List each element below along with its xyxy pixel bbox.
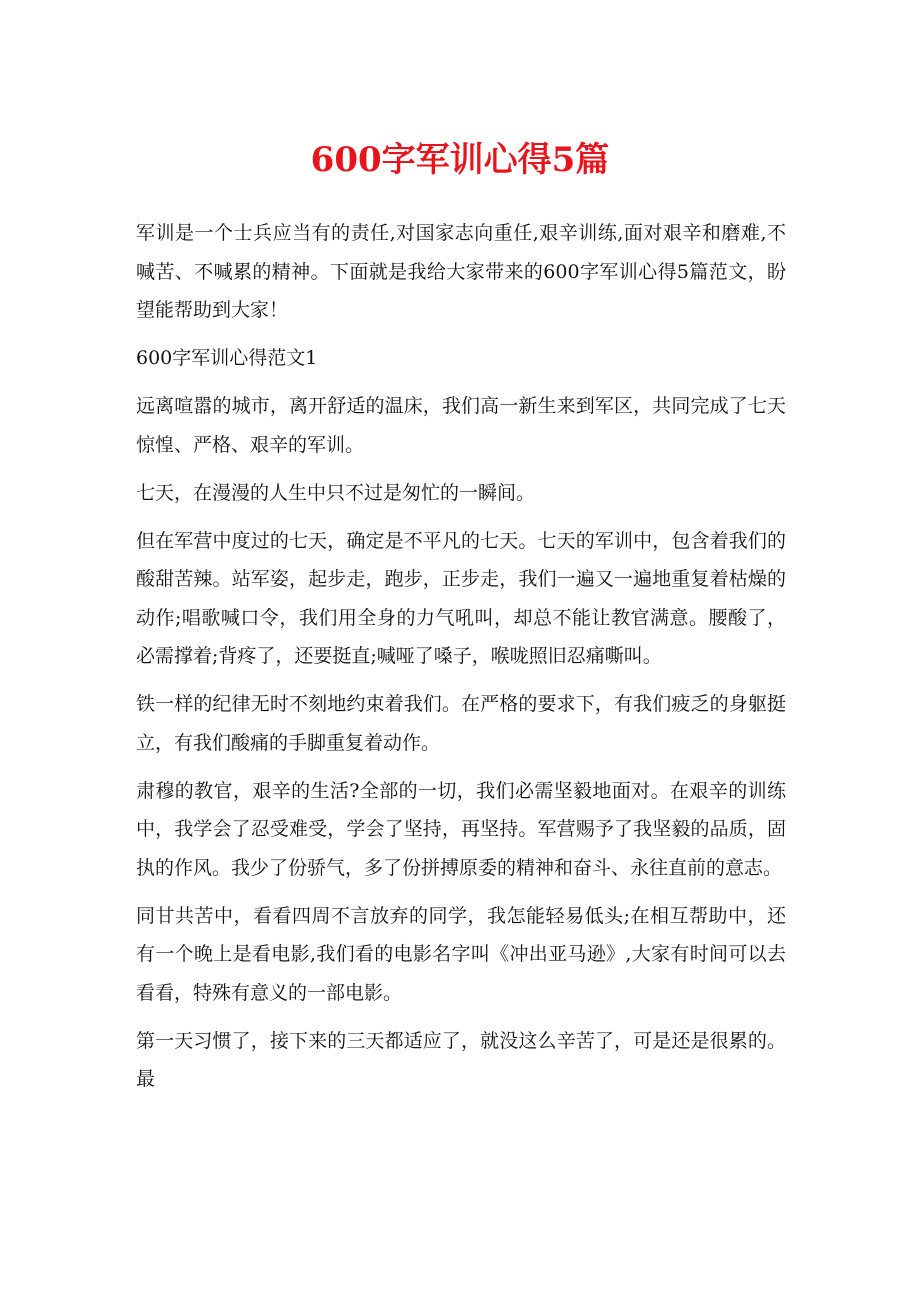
body-paragraph: 第一天习惯了，接下来的三天都适应了，就没这么辛苦了，可是还是很累的。最	[136, 1029, 786, 1090]
body-paragraph: 远离喧嚣的城市，离开舒适的温床，我们高一新生来到军区，共同完成了七天惊惶、严格、艰辛的军训。	[136, 395, 786, 456]
body-paragraph: 同甘共苦中，看看四周不言放弃的同学，我怎能轻易低头;在相互帮助中，还有一个晚上是看电影,我们看的电影名字叫《冲出亚马逊》,大家有时间可以去看看，特殊有意义的一部电影。	[136, 904, 786, 1004]
body-paragraph: 但在军营中度过的七天，确定是不平凡的七天。七天的军训中，包含着我们的酸甜苦辣。站军姿，起步走，跑步，正步走，我们一遍又一遍地重复着枯燥的动作;唱歌喊口令，我们用全身的力气吼叫，却总不能让教官满意。腰酸了，必需撑着;背疼了，还要挺直;喊哑了嗓子，喉咙照旧忍痛嘶叫。	[136, 529, 786, 667]
page-title: 600字军训心得5篇	[310, 140, 610, 180]
body-paragraph: 七天，在漫漫的人生中只不过是匆忙的一瞬间。	[136, 481, 536, 504]
body-paragraph: 肃穆的教官，艰辛的生活?全部的一切，我们必需坚毅地面对。在艰辛的训练中，我学会了忍受难受，学会了坚持，再坚持。军营赐予了我坚毅的品质，固执的作风。我少了份骄气，多了份拼搏原委的精神和奋斗、永往直前的意志。	[136, 779, 786, 879]
intro-paragraph: 军训是一个士兵应当有的责任,对国家志向重任,艰辛训练,面对艰辛和磨难,不喊苦、不喊累的精神。下面就是我给大家带来的600字军训心得5篇范文，盼望能帮助到大家！	[136, 222, 786, 321]
section-heading: 600字军训心得范文1	[136, 347, 318, 369]
document-body	[136, 214, 786, 1108]
body-paragraph: 铁一样的纪律无时不刻地约束着我们。在严格的要求下，有我们疲乏的身躯挺立，有我们酸痛的手脚重复着动作。	[136, 693, 786, 754]
